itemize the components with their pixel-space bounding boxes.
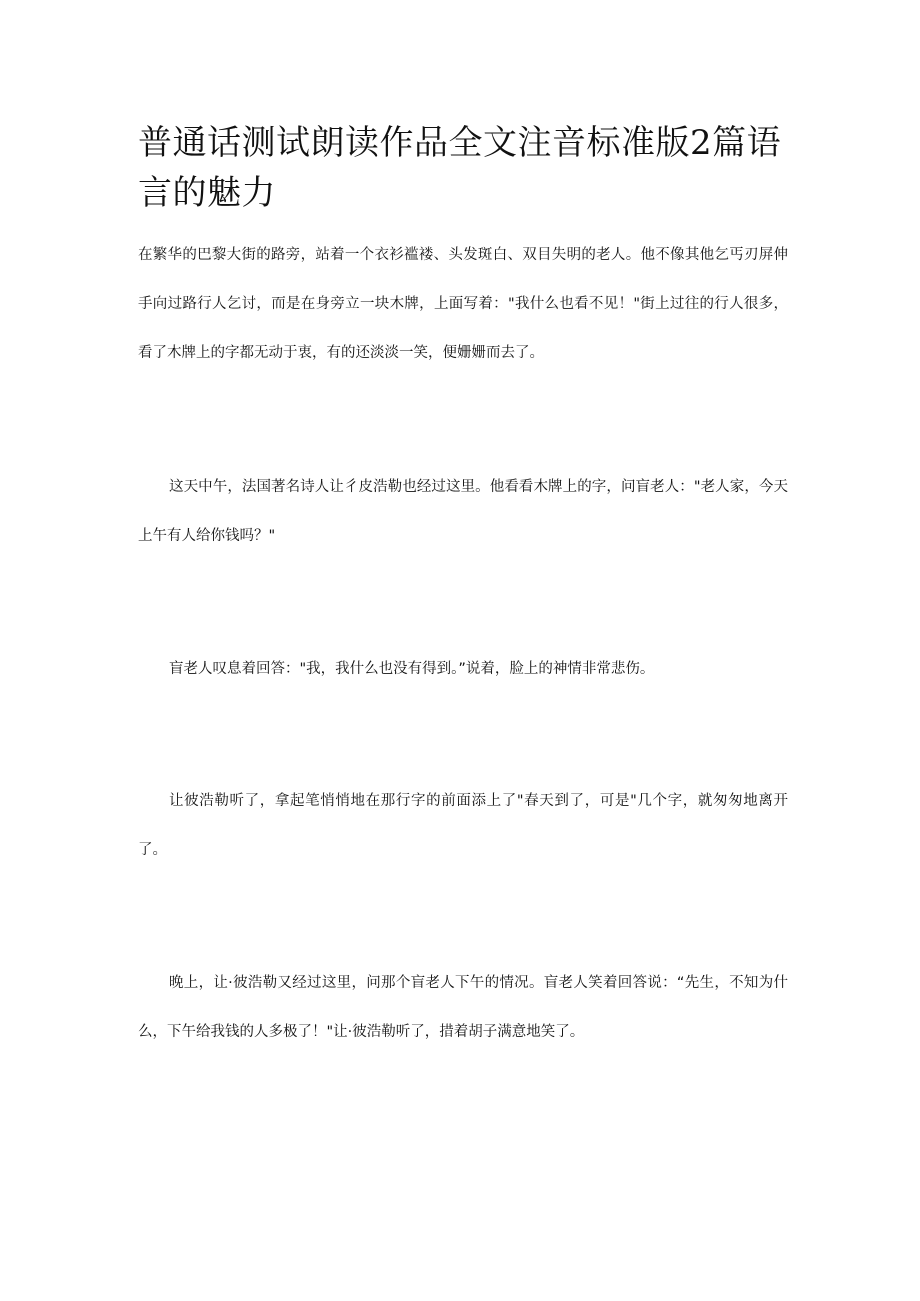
paragraph-5: 晚上，让·彼浩勒又经过这里，问那个盲老人下午的情况。盲老人笑着回答说：“先生，不知为什么，下午给我钱的人多极了！"让·彼浩勒听了，措着胡子满意地笑了。 bbox=[138, 975, 788, 1040]
paragraph-2: 这天中午，法国著名诗人让彳皮浩勒也经过这里。他看看木牌上的字，问盲老人："老人家，今天上午有人给你钱吗？" bbox=[138, 479, 788, 544]
paragraph-3: 盲老人叹息着回答："我，我什么也没有得到。”说着，脸上的神情非常悲伤。 bbox=[169, 661, 655, 677]
paragraph-1: 在繁华的巴黎大街的路旁，站着一个衣衫褴褛、头发斑白、双目失明的老人。他不像其他乞丐刃屏伸手向过路行人乞讨，而是在身旁立一块木牌，上面写着："我什么也看不见！"街上过往的行人很多，看了木牌上的字都无动于衷，有的还淡淡一笑，便姗姗而去了。 bbox=[138, 247, 788, 361]
document-title: 普通话测试朗读作品全文注音标准版2篇语言的魅力 bbox=[138, 123, 782, 213]
paragraph-4: 让彼浩勒听了，拿起笔悄悄地在那行字的前面添上了"春天到了，可是"几个字，就匆匆地离开了。 bbox=[138, 793, 788, 858]
